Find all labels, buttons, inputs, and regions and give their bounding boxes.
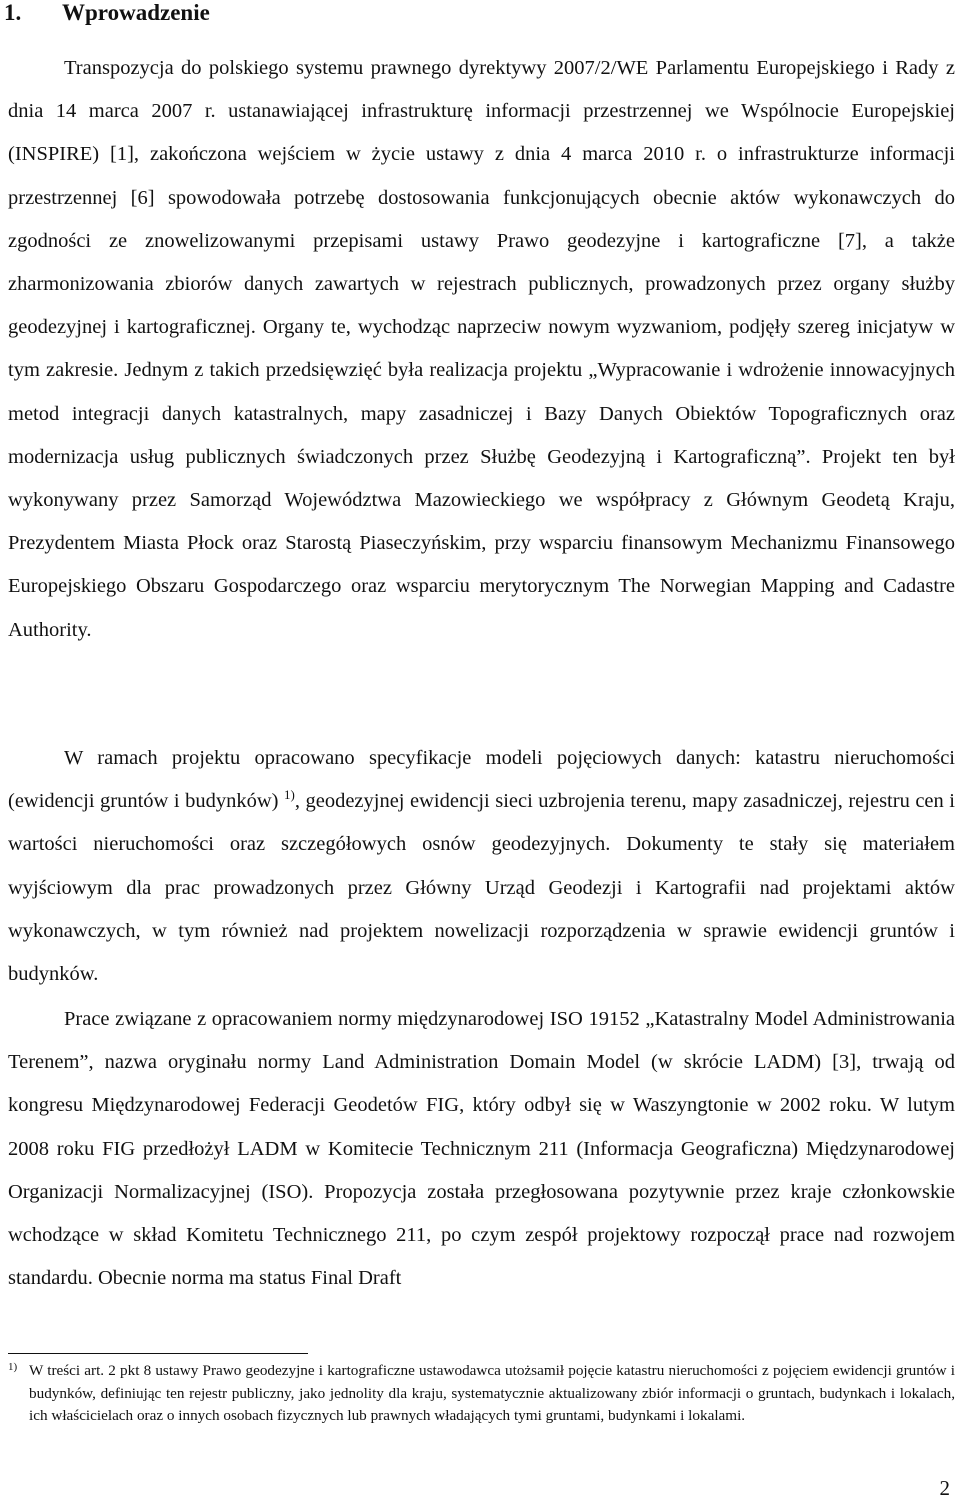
paragraph-text [8, 737, 955, 996]
footnote-mark: 1) [8, 1361, 18, 1373]
paragraph-text-after: , geodezyjnej ewidencji sieci uzbrojenia terenu, mapy zasadniczej, rejestru cen i wartości nieruchomości oraz szczegółowych osnów geodezyjnych. Dokumenty te stały się materiałem wyjściowym dla prac prowadzonych przez Główny Urząd Geodezji i Kartografii nad projektami aktów wykonawczych, w tym również nad projektem nowelizacji rozporządzenia w sprawie ewidencji gruntów i budynków. [8, 790, 955, 986]
paragraph-text: Transpozycja do polskiego systemu prawnego dyrektywy 2007/2/WE Parlamentu Europejskiego i Rady z dnia 14 marca 2007 r. ustanawiającej infrastrukturę informacji przestrzennej we Wspólnocie Europejskiej (INSPIRE) [1], zakończona wejściem w życie ustawy z dnia 4 marca 2010 r. o infrastrukturze informacji przestrzennej [6] spowodowała potrzebę dostosowania funkcjonujących obecnie aktów wykonawczych do zgodności ze znowelizowanymi przepisami ustawy Prawo geodezyjne i kartograficzne [7], a także zharmonizowania zbiorów danych zawartych w rejestrach publicznych, prowadzonych przez organy służby geodezyjnej i kartograficznej. Organy te, wychodząc naprzeciw nowym wyzwaniom, podjęły szereg inicjatyw w tym zakresie. Jednym z takich przedsięwzięć była realizacja projektu „Wypracowanie i wdrożenie innowacyjnych metod integracji danych katastralnych, mapy zasadniczej i Bazy Danych Obiektów Topograficznych oraz modernizacja usług publicznych świadczonych przez Służbę Geodezyjną i Kartograficzną”. Projekt ten był wykonywany przez Samorząd Województwa Mazowieckiego we współpracy z Głównym Geodetą Kraju, Prezydentem Miasta Płock oraz Starostą Piaseczyńskim, przy wsparciu finansowym Mechanizmu Finansowego Europejskiego Obszaru Gospodarczego oraz wsparciu merytorycznym The Norwegian Mapping and Cadastre Authority. [8, 57, 955, 641]
paragraph-text: Prace związane z opracowaniem normy międzynarodowej ISO 19152 „Katastralny Model Administrowania Terenem”, nazwa oryginału normy Land Administration Domain Model (w skrócie LADM) [3], trwają od kongresu Międzynarodowej Federacji Geodetów FIG, który odbył się w Waszyngtonie w 2002 roku. W lutym 2008 roku FIG przedłożył LADM w Komitecie Technicznym 211 (Informacja Geograficzna) Międzynarodowej Organizacji Normalizacyjnej (ISO). Propozycja została przegłosowana pozytywnie przez kraje członkowskie wchodzące w skład Komitetu Technicznego 211, po czym zespół projektowy rozpoczął prace nad rozwojem standardu. Obecnie norma ma status Final Draft [8, 1008, 955, 1290]
paragraph-text-before: W ramach projektu opracowano specyfikacje modeli pojęciowych danych: katastru nieruchomości (ewidencji gruntów i budynków) [8, 747, 955, 813]
page-number: 2 [939, 1476, 950, 1500]
section-heading [4, 0, 210, 26]
footnote-separator [8, 1353, 308, 1354]
section-title: Wprowadzenie [62, 0, 210, 25]
section-number: 1. [4, 0, 22, 25]
paragraph-3 [8, 998, 955, 1300]
paragraph-1 [8, 47, 955, 652]
footnote-text: W treści art. 2 pkt 8 ustawy Prawo geodezyjne i kartograficzne ustawodawca utożsamił pojęcie katastru nieruchomości z pojęciem ewidencji gruntów i budynków, definiując ten rejestr publiczny, jako jednolity dla kraju, systematycznie aktualizowany zbiór informacji o gruntach, budynkach i lokalach, ich właścicielach oraz o innych osobach fizycznych lub prawnych władających tymi gruntami, budynkami i lokalami. [29, 1362, 955, 1424]
footnote-reference: 1) [283, 787, 295, 803]
paragraph-2 [8, 737, 955, 996]
footnote [8, 1360, 955, 1428]
